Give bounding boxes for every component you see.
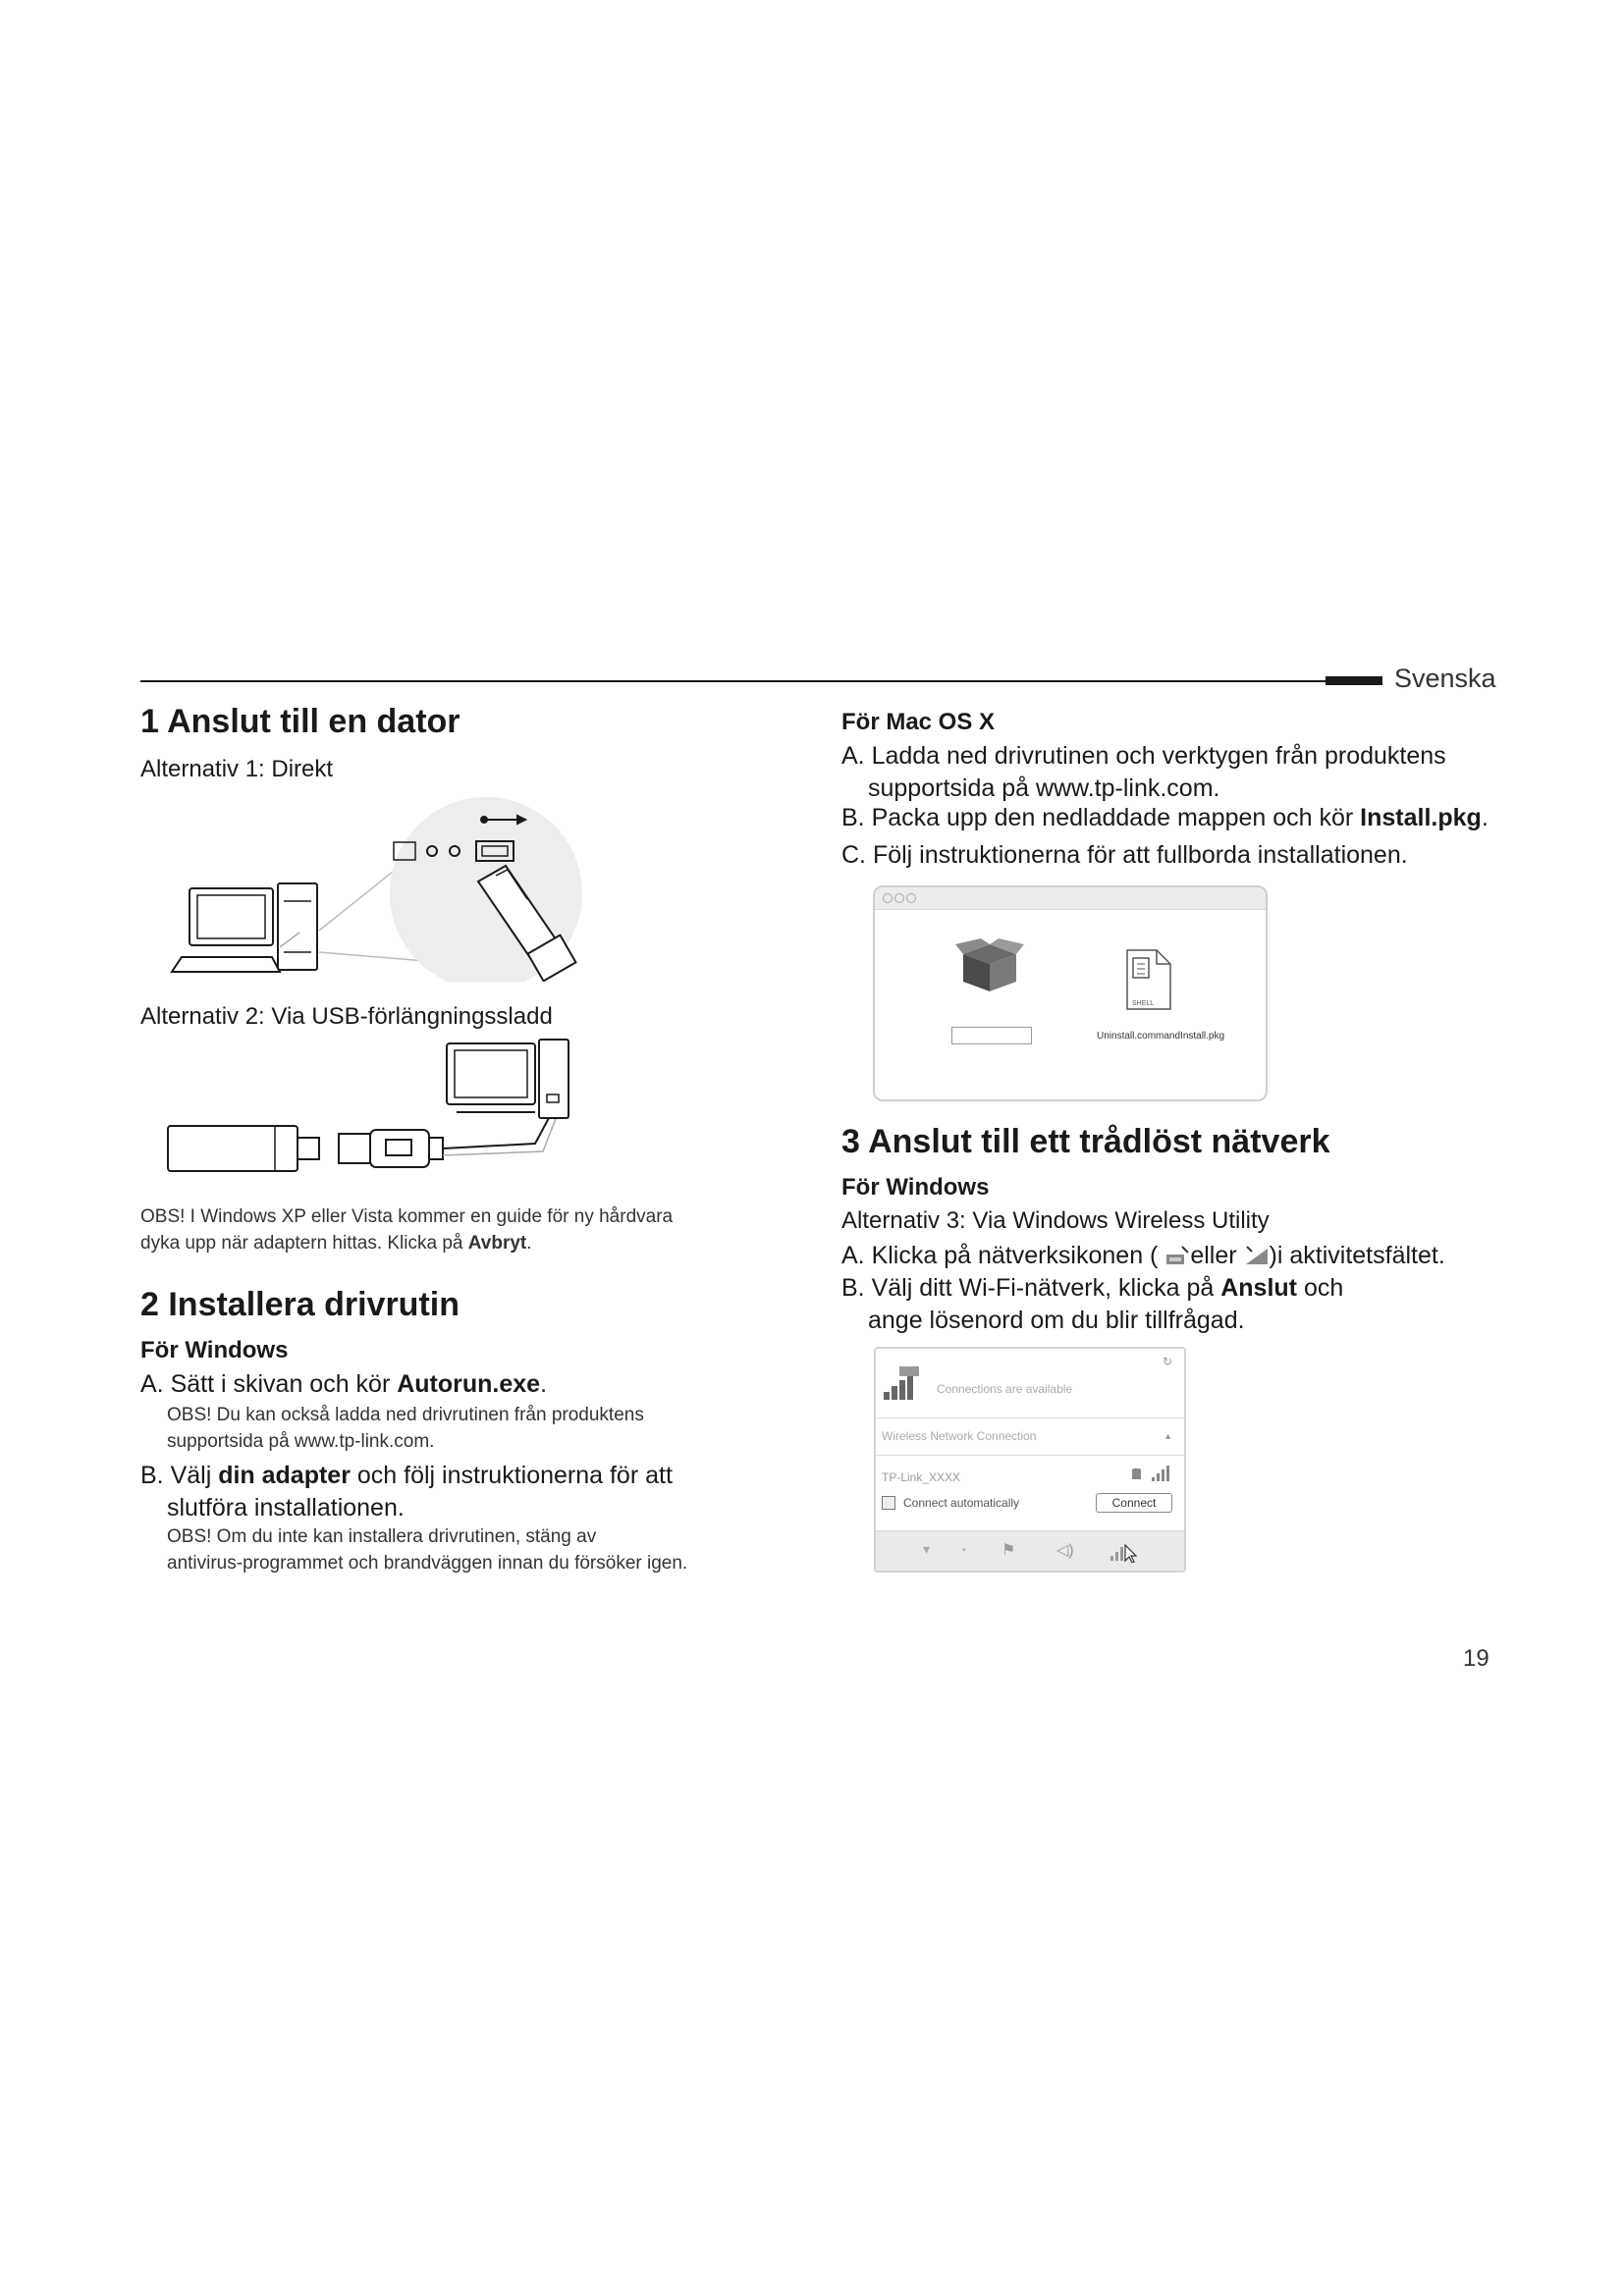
mac-step-a: A. Ladda ned drivrutinen och verktygen från produktens supportsida på www.tp-link.com. <box>841 742 1446 802</box>
popup-status-text: Connections are available <box>937 1382 1073 1396</box>
section2-note-a: OBS! Du kan också ladda ned drivrutinen från produktens supportsida på www.tp-link.com. <box>167 1405 644 1452</box>
network-item-name[interactable]: TP-Link_XXXX <box>882 1470 961 1484</box>
section3-subtitle: För Windows <box>841 1174 990 1201</box>
section1-alt1: Alternativ 1: Direkt <box>140 756 334 782</box>
popup-group-label: Wireless Network Connection <box>882 1429 1037 1443</box>
section2-subtitle: För Windows <box>140 1337 289 1363</box>
window-close-dot[interactable] <box>883 893 893 903</box>
tower-icon <box>278 883 317 970</box>
section2-step-a: A. Sätt i skivan och kör Autorun.exe. <box>140 1370 548 1398</box>
speaker-icon[interactable]: ◁) <box>1056 1542 1074 1559</box>
usb-adapter-icon <box>168 1126 298 1171</box>
taskbar <box>876 1530 1184 1571</box>
section2-note-b: OBS! Om du inte kan installera drivrutinen, stäng av antivirus-programmet och brandväggen innan du försöker igen. <box>167 1526 688 1574</box>
section3-step-a: A. Klicka på nätverksikonen ( eller )i aktivitetsfältet. <box>841 1242 1445 1269</box>
connect-button[interactable]: Connect <box>1096 1493 1172 1513</box>
section1-note <box>140 1203 673 1256</box>
section1-note-line2: dyka upp när adaptern hittas. Klicka på Avbryt. <box>140 1233 532 1254</box>
mac-step-b: B. Packa upp den nedladdade mappen och kör Install.pkg. <box>841 804 1489 831</box>
window-zoom-dot[interactable] <box>906 893 916 903</box>
language-label: Svenska <box>1394 664 1496 693</box>
header-rule <box>140 680 1326 682</box>
window-titlebar <box>875 887 1266 910</box>
usb-extension-illustration <box>162 1036 574 1183</box>
monitor-icon <box>447 1043 535 1104</box>
tray-network-icon[interactable]: ▾ <box>923 1541 931 1557</box>
shell-file-label: Uninstall.commandInstall.pkg <box>1097 1031 1225 1041</box>
usb-direct-illustration <box>162 785 594 982</box>
signal-strength-icon <box>1151 1465 1172 1482</box>
lock-icon <box>1132 1468 1141 1479</box>
mac-finder-window <box>873 885 1268 1101</box>
mac-step-c: C. Följ instruktionerna för att fullborda installationen. <box>841 841 1408 869</box>
usb-cable-connector <box>370 1130 429 1167</box>
shell-file-badge: SHELL <box>1132 1000 1155 1007</box>
window-minimize-dot[interactable] <box>894 893 904 903</box>
auto-connect-label: Connect automatically <box>903 1496 1020 1510</box>
action-center-flag-icon[interactable]: ⚑ <box>1001 1542 1016 1559</box>
popup-divider <box>876 1417 1184 1418</box>
popup-divider <box>876 1455 1184 1456</box>
header-rule-tab <box>1326 676 1382 685</box>
wireless-signal-icon <box>1244 1245 1270 1266</box>
tray-dot-icon: • <box>962 1545 966 1556</box>
section2-step-b: B. Välj din adapter och följ instruktionerna för att slutföra installationen. <box>140 1462 673 1522</box>
auto-connect-checkbox[interactable] <box>882 1496 895 1510</box>
section1-alt2: Alternativ 2: Via USB-förlängningssladd <box>140 1003 553 1030</box>
keyboard-icon <box>172 957 280 972</box>
package-icon[interactable] <box>955 938 1024 993</box>
package-name-field[interactable] <box>951 1027 1032 1044</box>
network-computer-icon <box>1164 1245 1190 1266</box>
collapse-icon[interactable]: ▲ <box>1164 1431 1172 1441</box>
tower-icon <box>539 1040 568 1118</box>
section1-title: 1 Anslut till en dator <box>140 703 460 740</box>
section2-title: 2 Installera drivrutin <box>140 1286 460 1323</box>
refresh-icon[interactable]: ↻ <box>1162 1355 1172 1368</box>
section3-alt3: Alternativ 3: Via Windows Wireless Utility <box>841 1207 1270 1234</box>
section3-step-b: B. Välj ditt Wi-Fi-nätverk, klicka på Anslut och ange lösenord om du blir tillfrågad. <box>841 1274 1344 1334</box>
tray-wireless-cursor-icon[interactable] <box>1110 1541 1137 1563</box>
page-number: 19 <box>1463 1645 1489 1672</box>
mac-subtitle: För Mac OS X <box>841 709 996 735</box>
wireless-popup <box>874 1347 1186 1573</box>
section3-title: 3 Anslut till ett trådlöst nätverk <box>841 1123 1330 1160</box>
monitor-icon <box>189 888 273 945</box>
section1-note-line1: OBS! I Windows XP eller Vista kommer en guide för ny hårdvara <box>140 1206 674 1227</box>
network-status-icon <box>882 1366 921 1402</box>
